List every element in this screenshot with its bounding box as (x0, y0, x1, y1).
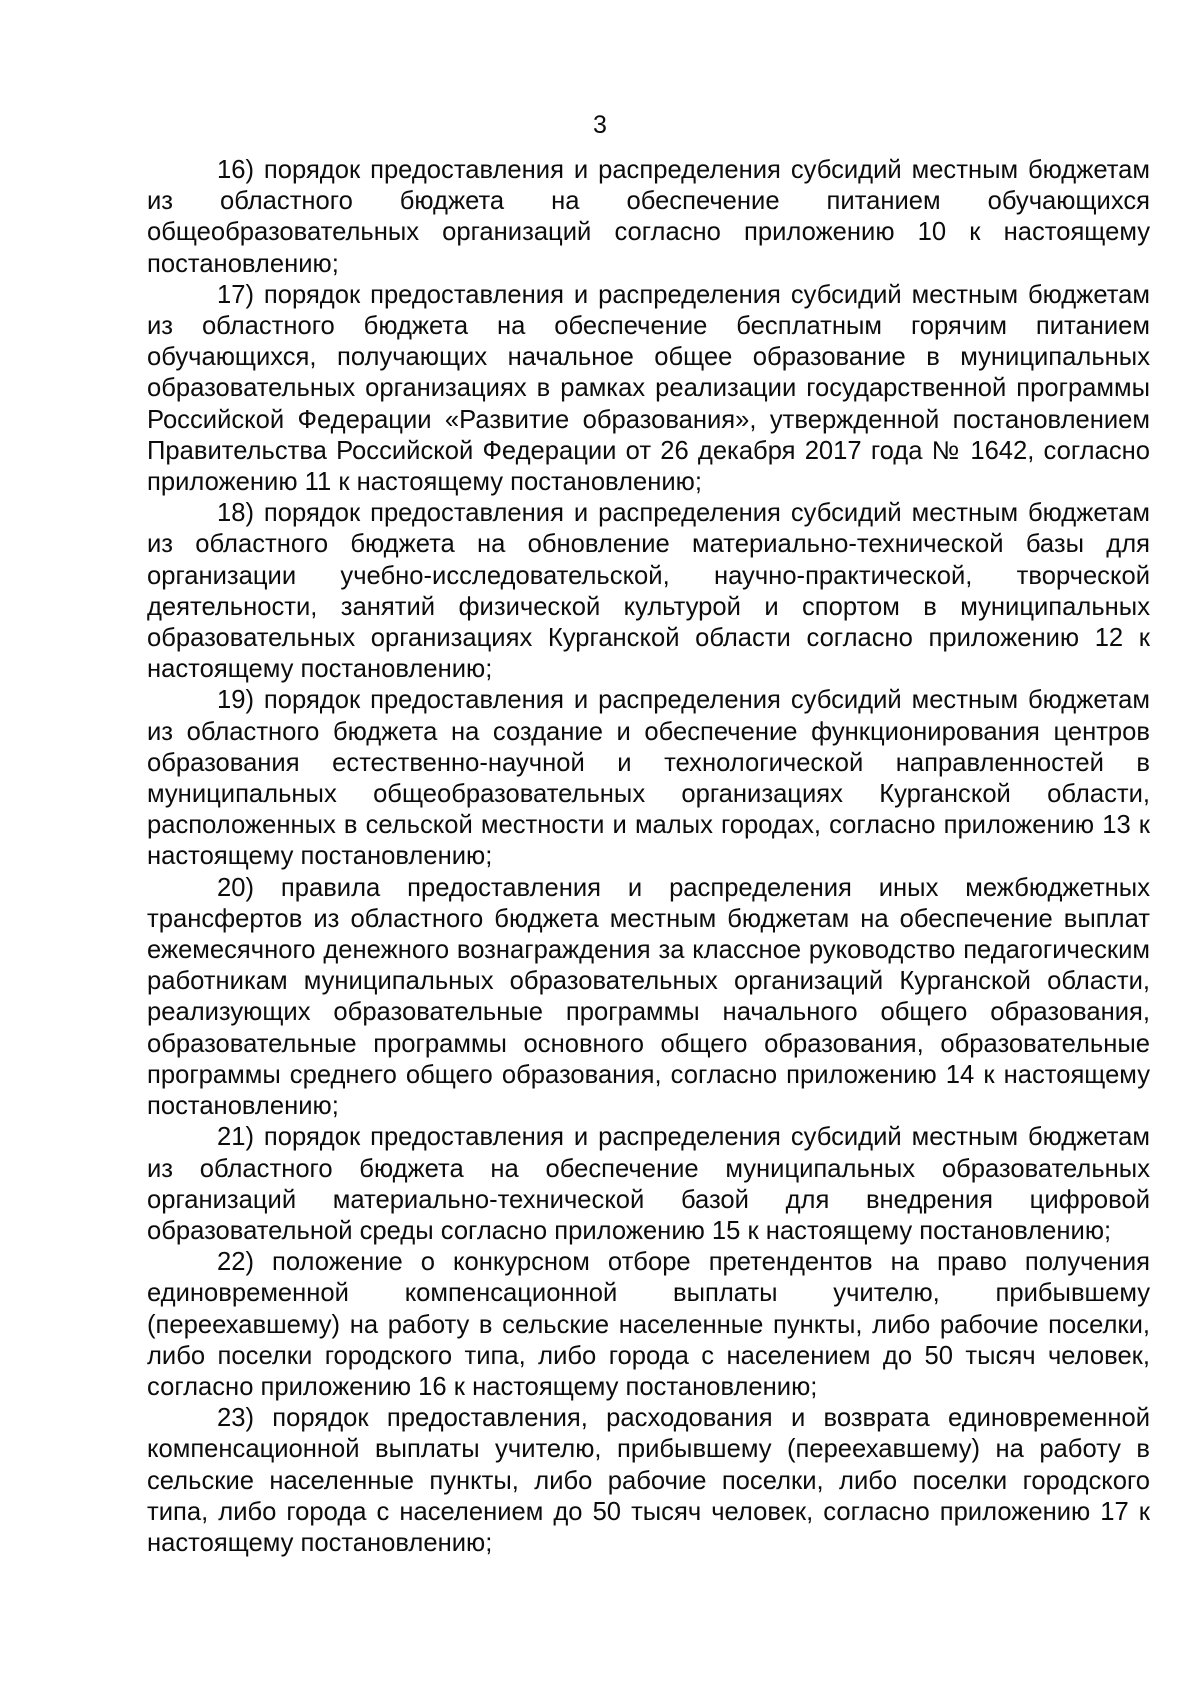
list-item-18: 18) порядок предоставления и распределения субсидий местным бюджетам из областного бюджета на обновление материально-технической базы для организации учебно-исследовательской, научно-практической, творческой деятельности, занятий физической культурой и спортом в муниципальных образовательных организациях Курганской области согласно приложению 12 к настоящему постановлению; (147, 499, 1150, 684)
list-item-22: 22) положение о конкурсном отборе претендентов на право получения единовременной компенсационной выплаты учителю, прибывшему (переехавшему) на работу в сельские населенные пункты, либо рабочие поселки, либо поселки городского типа, либо города с населением до 50 тысяч человек, согласно приложению 16 к настоящему постановлению; (147, 1248, 1150, 1401)
list-item-19: 19) порядок предоставления и распределения субсидий местным бюджетам из областного бюджета на создание и обеспечение функционирования центров образования естественно-научной и технологической направленностей в муниципальных общеобразовательных организациях Курганской области, расположенных в сельской местности и малых городах, согласно приложению 13 к настоящему постановлению; (147, 686, 1150, 871)
list-item-20: 20) правила предоставления и распределения иных межбюджетных трансфертов из областного бюджета местным бюджетам на обеспечение выплат ежемесячного денежного вознаграждения за классное руководство педагогическим работникам муниципальных образовательных организаций Курганской области, реализующих образовательные программы начального общего образования, образовательные программы основного общего образования, образовательные программы среднего общего образования, согласно приложению 14 к настоящему постановлению; (147, 873, 1150, 1121)
list-item-17: 17) порядок предоставления и распределения субсидий местным бюджетам из областного бюджета на обеспечение бесплатным горячим питанием обучающихся, получающих начальное общее образование в муниципальных образовательных организациях в рамках реализации государственной программы Российской Федерации «Развитие образования», утвержденной постановлением Правительства Российской Федерации от 26 декабря 2017 года № 1642, согласно приложению 11 к настоящему постановлению; (147, 280, 1150, 497)
list-item-21: 21) порядок предоставления и распределения субсидий местным бюджетам из областного бюджета на обеспечение муниципальных образовательных организаций материально-технической базой для внедрения цифровой образовательной среды согласно приложению 15 к настоящему постановлению; (147, 1123, 1150, 1245)
page-number: 3 (593, 111, 607, 139)
document-body (147, 155, 1150, 1559)
list-item-23: 23) порядок предоставления, расходования и возврата единовременной компенсационной выплаты учителю, прибывшему (переехавшему) на работу в сельские населенные пункты, либо рабочие поселки, либо поселки городского типа, либо города с населением до 50 тысяч человек, согласно приложению 17 к настоящему постановлению; (147, 1404, 1150, 1557)
list-item-16: 16) порядок предоставления и распределения субсидий местным бюджетам из областного бюджета на обеспечение питанием обучающихся общеобразовательных организаций согласно приложению 10 к настоящему постановлению; (147, 156, 1150, 278)
